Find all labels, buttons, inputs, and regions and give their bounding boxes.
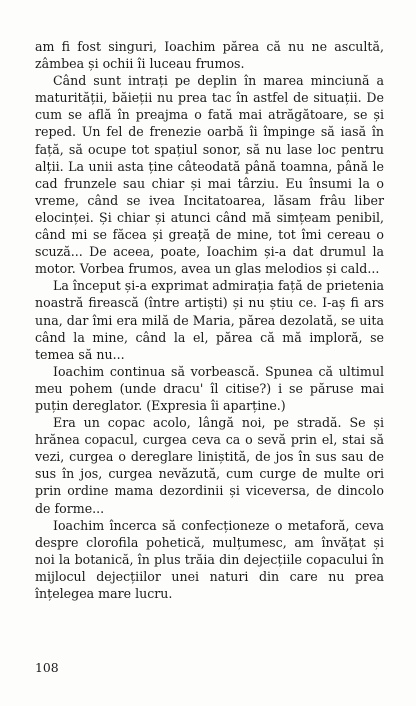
paragraph: Ioachim încerca să confecționeze o metaforă, ceva despre clorofila pohetică, mulțumesc, am învățat și noi la botanică, în plus trăia din dejecțiile copacului în mijlocul dejecțiilor unei naturi din care nu prea înțelegea mare lucru. [35,517,384,601]
body-text [35,38,384,602]
page-number: 108 [35,660,59,675]
paragraph: Ioachim continua să vorbească. Spunea că ultimul meu pohem (unde dracu' îl citise?) i se păruse mai puțin dereglator. (Expresia îi aparține.) [35,363,384,413]
paragraph: Era un copac acolo, lângă noi, pe stradă. Se și hrănea copacul, curgea ceva ca o sevă prin el, stai să vezi, curgea o dereglare liniștită, de jos în sus sau de sus în jos, curgea nevăzută, cum curge de multe ori prin ordine mama dezordinii și viceversa, de dincolo de forme... [35,415,384,516]
paragraph: Când sunt intrați pe deplin în marea minciună a maturității, băieții nu prea tac în astfel de situații. De cum se află în preajma o fată mai atrăgătoare, se și reped. Un fel de frenezie oarbă îi împinge să iasă în față, să ocupe tot spațiul sonor, să nu lase loc pentru alții. La unii asta ține câteodată până toamna, până le cad frunzele sau chiar și mai târziu. Eu însumi la o vreme, când se ivea Incitatoarea, lăsam frâu liber elocinței. Și chiar și atunci când mă simțeam penibil, când mi se făcea și greață de mine, tot îmi cereau o scuză... De aceea, poate, Ioachim și-a dat drumul la motor. Vorbea frumos, avea un glas melodios și cald... [35,73,384,277]
paragraph: La început și-a exprimat admirația față de prietenia noastră firească (între artiști) și nu știu ce. I-aș fi ars una, dar îmi era milă de Maria, părea dezolată, se uita când la mine, când la el, părea că mă imploră, se temea să nu... [35,278,384,362]
paragraph: am fi fost singuri, Ioachim părea că nu ne ascultă, zâmbea și ochii îi luceau frumos. [35,39,384,72]
